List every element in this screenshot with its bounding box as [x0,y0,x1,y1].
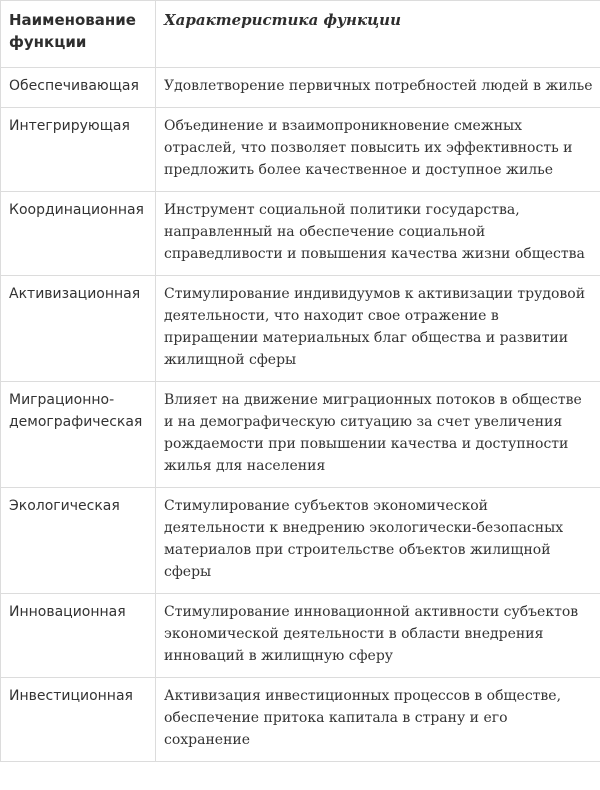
function-name-cell: Координационная [1,192,156,276]
table-row [1,68,600,108]
header-function-name: Наименование функции [1,1,156,68]
function-description-cell: Влияет на движение миграционных потоков в обществе и на демографическую ситуацию за счет увеличения рождаемости при повышении качества и доступности жилья для населения [156,382,600,488]
function-name-cell: Обеспечивающая [1,68,156,108]
function-name-cell: Инвестиционная [1,678,156,762]
function-name-cell: Миграционно-демографическая [1,382,156,488]
table-row [1,108,600,192]
header-function-description: Характеристика функции [156,1,600,68]
function-description-cell: Объединение и взаимопроникновение смежных отраслей, что позволяет повысить их эффективность и предложить более качественное и доступное жилье [156,108,600,192]
function-description-cell: Стимулирование инновационной активности субъектов экономической деятельности в области внедрения инноваций в жилищную сферу [156,594,600,678]
table-row [1,678,600,762]
table-row [1,382,600,488]
function-description-cell: Стимулирование индивидуумов к активизации трудовой деятельности, что находит свое отражение в приращении материальных благ общества и развитии жилищной сферы [156,276,600,382]
table-row [1,594,600,678]
function-description-cell: Инструмент социальной политики государства, направленный на обеспечение социальной справедливости и повышения качества жизни общества [156,192,600,276]
function-description-cell: Удовлетворение первичных потребностей людей в жилье [156,68,600,108]
table-row [1,276,600,382]
function-name-cell: Активизационная [1,276,156,382]
table-row [1,488,600,594]
function-description-cell: Активизация инвестиционных процессов в обществе, обеспечение притока капитала в страну и его сохранение [156,678,600,762]
function-name-cell: Инновационная [1,594,156,678]
function-name-cell: Экологическая [1,488,156,594]
table-row [1,192,600,276]
table-header-row [1,1,600,68]
function-name-cell: Интегрирующая [1,108,156,192]
function-description-cell: Стимулирование субъектов экономической деятельности к внедрению экологически-безопасных материалов при строительстве объектов жилищной сферы [156,488,600,594]
